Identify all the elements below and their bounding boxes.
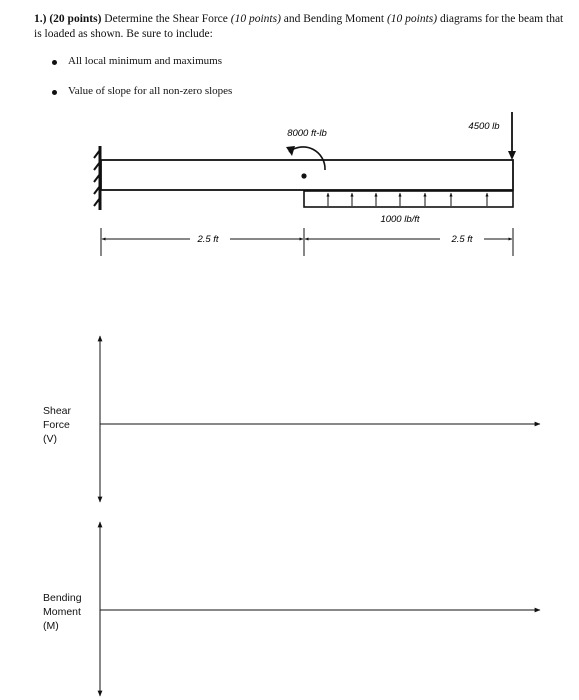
moment-axis-label [43, 591, 82, 633]
problem-text-3: diagrams for the beam that is loaded as shown. Be sure to include: [34, 13, 564, 40]
bullet-item: Value of slope for all non-zero slopes [52, 85, 232, 97]
applied-moment [286, 146, 325, 179]
dim-left-label: 2.5 ft [197, 234, 219, 245]
distributed-load-label: 1000 lb/ft [380, 214, 420, 225]
point-force [508, 112, 516, 160]
moment-label-line: Bending [43, 592, 82, 604]
shear-label-line: Force [43, 419, 70, 431]
moment-points: (10 points) [386, 13, 438, 25]
moment-label-line: Moment [43, 606, 81, 618]
moment-label: 8000 ft-lb [287, 128, 327, 139]
shear-axis-label [43, 404, 71, 446]
problem-points: (20 points) [49, 13, 102, 25]
moment-label-line: (M) [43, 620, 59, 632]
problem-number: 1.) [34, 13, 47, 25]
force-label: 4500 lb [468, 121, 500, 132]
dim-right-label: 2.5 ft [451, 234, 473, 245]
beam [101, 160, 513, 190]
shear-points: (10 points) [230, 13, 281, 25]
problem-text-2: and Bending Moment [283, 13, 385, 25]
moment-axes [100, 522, 540, 696]
fixed-support [94, 146, 100, 210]
shear-label-line: Shear [43, 405, 72, 417]
shear-axes [100, 336, 540, 502]
problem-text-1: Determine the Shear Force [104, 13, 228, 25]
shear-label-line: (V) [43, 433, 57, 445]
distributed-load [304, 191, 513, 207]
bullet-item: All local minimum and maximums [52, 55, 232, 67]
